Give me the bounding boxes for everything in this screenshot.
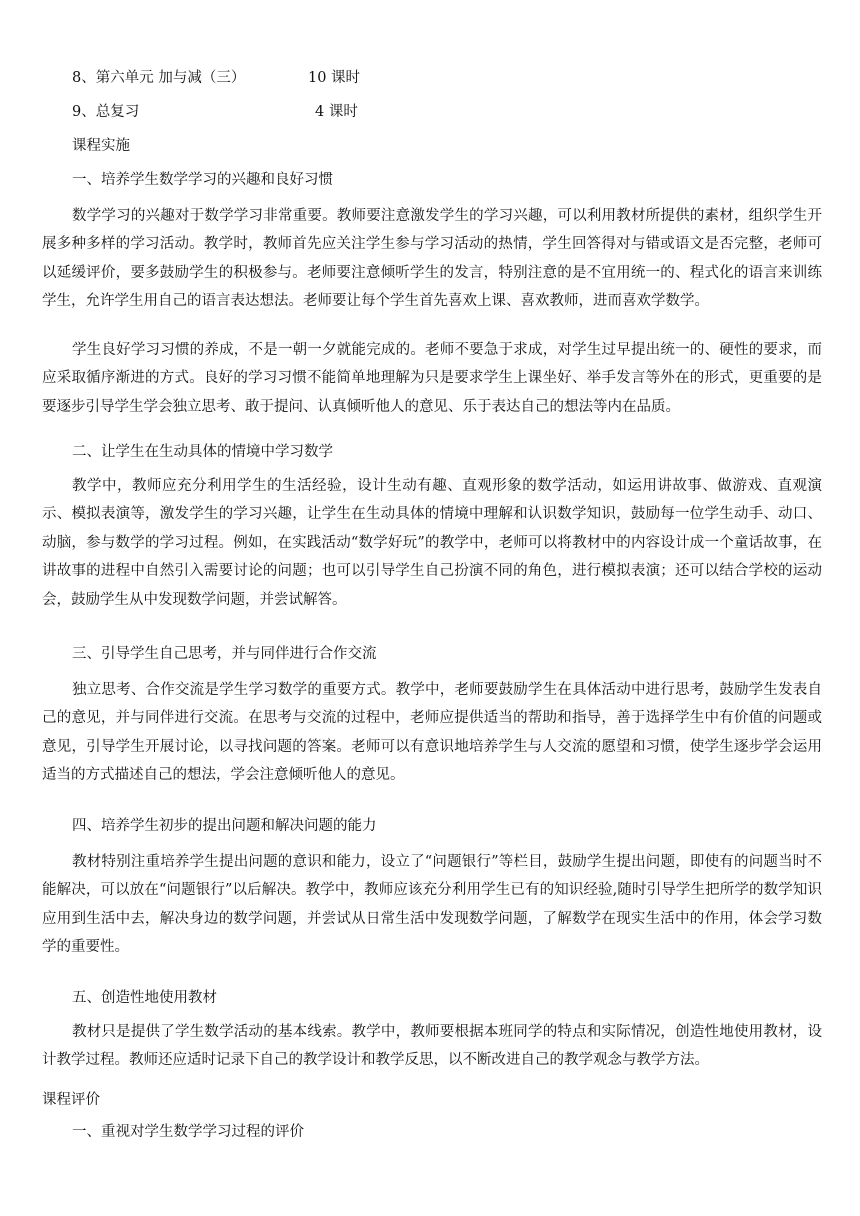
paragraph-1: 数学学习的兴趣对于数学学习非常重要。教师要注意激发学生的学习兴趣，可以利用教材所提供的素材，组织学生开展多种多样的学习活动。教学时，教师首先应关注学生参与学习活动的热情，学生回答得对与错或语文是否完整，老师可以延缓评价，要多鼓励学生的积极参与。老师要注意倾听学生的发言，特别注意的是不宜用统一的、程式化的语言来训练学生，允许学生用自己的语言表达想法。老师要让每个学生首先喜欢上课、喜欢教师，进而喜欢学数学。 [42,208,822,310]
schedule-item-label: 8、第六单元 加与减（三） [72,70,246,86]
paragraph-5: 教材特别注重培养学生提出问题的意识和能力，设立了“问题银行”等栏目，鼓励学生提出问题，即使有的问题当时不能解决，可以放在“问题银行”以后解决。教学中，教师应该充分利用学生已有的知识经验,随时引导学生把所学的数学知识应用到生活中去，解决身边的数学问题，并尝试从日常生活中发现数学问题，了解数学在现实生活中的作用，体会学习数学的重要性。 [42,854,822,956]
section-title-implementation: 课程实施 [72,138,130,154]
heading-5: 五、创造性地使用教材 [72,990,217,1006]
schedule-item-hours: 4 课时 [315,104,358,120]
paragraph-4: 独立思考、合作交流是学生学习数学的重要方式。教学中，老师要鼓励学生在具体活动中进行思考，鼓励学生发表自己的意见，并与同伴进行交流。在思考与交流的过程中，老师应提供适当的帮助和指导，善于选择学生中有价值的问题或意见，引导学生开展讨论，以寻找问题的答案。老师可以有意识地培养学生与人交流的愿望和习惯，使学生逐步学会运用适当的方式描述自己的想法，学会注意倾听他人的意见。 [42,682,822,784]
schedule-item-hours: 10 课时 [308,70,361,86]
paragraph-3: 教学中，教师应充分利用学生的生活经验，设计生动有趣、直观形象的数学活动，如运用讲故事、做游戏、直观演示、模拟表演等，激发学生的学习兴趣，让学生在生动具体的情境中理解和认识数学知识，鼓励每一位学生动手、动口、动脑，参与数学的学习过程。例如，在实践活动“数学好玩”的教学中，老师可以将教材中的内容设计成一个童话故事，在讲故事的进程中自然引入需要讨论的问题；也可以引导学生自己扮演不同的角色，进行模拟表演；还可以结合学校的运动会，鼓励学生从中发现数学问题，并尝试解答。 [42,478,822,608]
heading-1: 一、培养学生数学学习的兴趣和良好习惯 [72,172,333,188]
schedule-item-label: 9、总复习 [72,104,140,120]
paragraph-2: 学生良好学习习惯的养成，不是一朝一夕就能完成的。老师不要急于求成，对学生过早提出统一的、硬性的要求，而应采取循序渐进的方式。良好的学习习惯不能简单地理解为只是要求学生上课坐好、举手发言等外在的形式，更重要的是要逐步引导学生学会独立思考、敢于提问、认真倾听他人的意见、乐于表达自己的想法等内在品质。 [42,342,822,415]
heading-2: 二、让学生在生动具体的情境中学习数学 [72,444,333,460]
heading-4: 四、培养学生初步的提出问题和解决问题的能力 [72,818,377,834]
section-title-evaluation: 课程评价 [42,1092,100,1108]
heading-6: 一、重视对学生数学学习过程的评价 [72,1124,304,1140]
heading-3: 三、引导学生自己思考，并与同伴进行合作交流 [72,646,377,662]
paragraph-6: 教材只是提供了学生数学活动的基本线索。教学中，教师要根据本班同学的特点和实际情况，创造性地使用教材，设计教学过程。教师还应适时记录下自己的教学设计和教学反思，以不断改进自己的教学观念与教学方法。 [42,1024,822,1069]
